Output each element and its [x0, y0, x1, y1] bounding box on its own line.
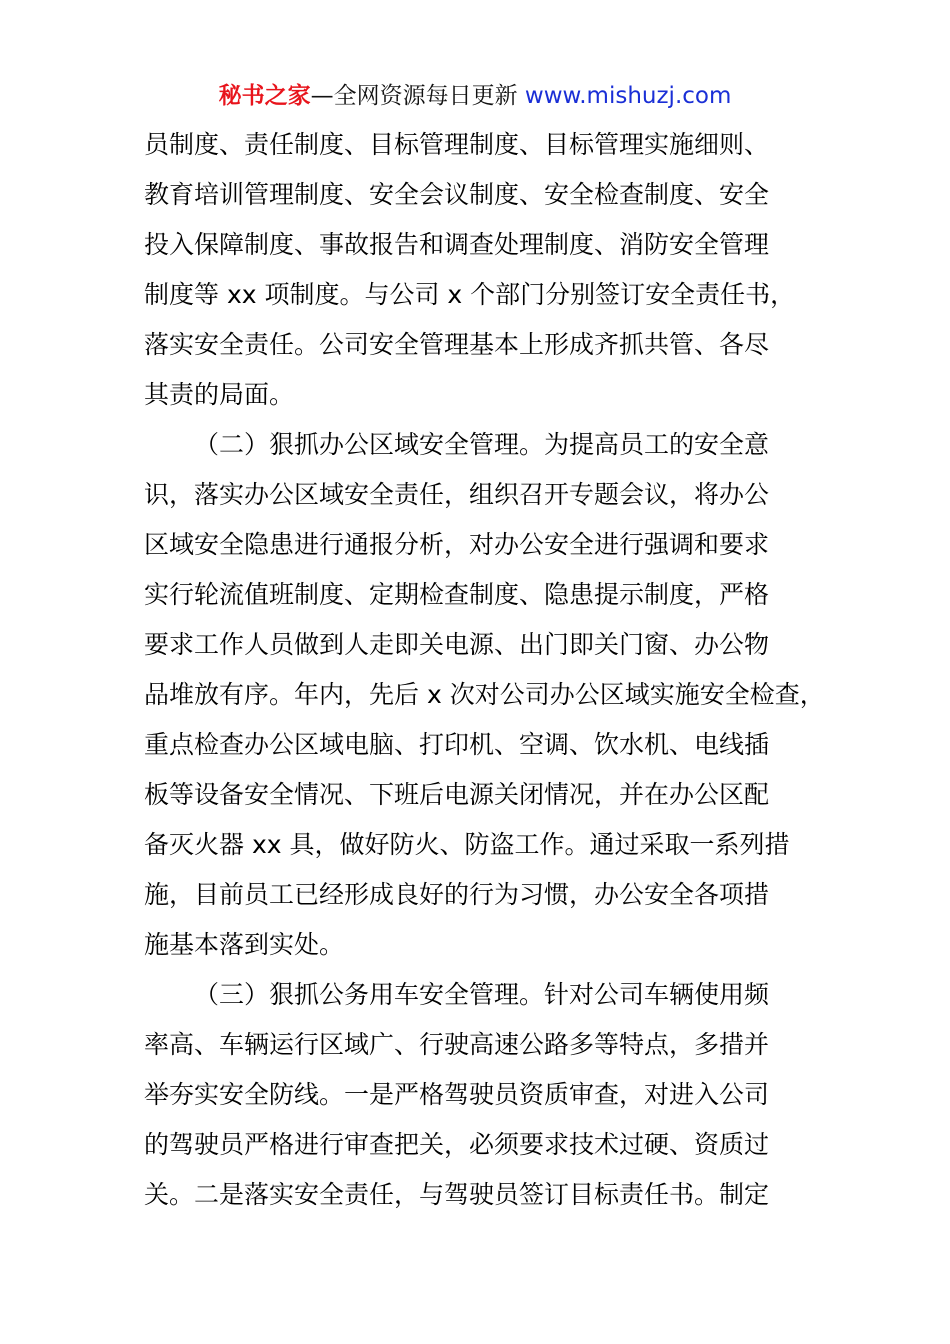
document-body	[144, 120, 834, 1220]
text-line: 识，落实办公区域安全责任，组织召开专题会议，将办公	[144, 480, 770, 509]
text-line: 的驾驶员严格进行审查把关，必须要求技术过硬、资质过	[144, 1130, 770, 1159]
text-line: 投入保障制度、事故报告和调查处理制度、消防安全管理	[144, 230, 770, 259]
text-line: 施基本落到实处。	[144, 930, 345, 959]
section-heading-2: （二）狠抓办公区域安全管理。为提高员工的安全意	[194, 430, 770, 459]
text-line: 举夯实安全防线。一是严格驾驶员资质审查，对进入公司	[144, 1080, 770, 1109]
text-line: 区域安全隐患进行通报分析，对办公安全进行强调和要求	[144, 530, 770, 559]
text-line: 落实安全责任。公司安全管理基本上形成齐抓共管、各尽	[144, 330, 770, 359]
text-line: 品堆放有序。年内，先后 x 次对公司办公区域实施安全检查，	[144, 680, 825, 709]
text-line: 教育培训管理制度、安全会议制度、安全检查制度、安全	[144, 180, 770, 209]
text-line: 施，目前员工已经形成良好的行为习惯，办公安全各项措	[144, 880, 770, 909]
text-line: 员制度、责任制度、目标管理制度、目标管理实施细则、	[144, 130, 770, 159]
text-line: 板等设备安全情况、下班后电源关闭情况，并在办公区配	[144, 780, 770, 809]
text-line: 重点检查办公区域电脑、打印机、空调、饮水机、电线插	[144, 730, 770, 759]
text-line: 备灭火器 xx 具，做好防火、防盗工作。通过采取一系列措	[144, 830, 790, 859]
text-line: 其责的局面。	[144, 380, 295, 409]
site-tagline: —全网资源每日更新	[310, 83, 518, 109]
text-line: 关。二是落实安全责任，与驾驶员签订目标责任书。制定	[144, 1180, 770, 1209]
text-line: 率高、车辆运行区域广、行驶高速公路多等特点，多措并	[144, 1030, 770, 1059]
section-heading-3: （三）狠抓公务用车安全管理。针对公司车辆使用频	[194, 980, 770, 1009]
site-url[interactable]: www.mishuzj.com	[524, 83, 732, 109]
text-line: 制度等 xx 项制度。与公司 x 个部门分别签订安全责任书，	[144, 280, 796, 309]
text-line: 实行轮流值班制度、定期检查制度、隐患提示制度，严格	[144, 580, 770, 609]
text-line: 要求工作人员做到人走即关电源、出门即关门窗、办公物	[144, 630, 770, 659]
site-brand: 秘书之家	[218, 83, 311, 109]
page-header	[0, 80, 950, 112]
